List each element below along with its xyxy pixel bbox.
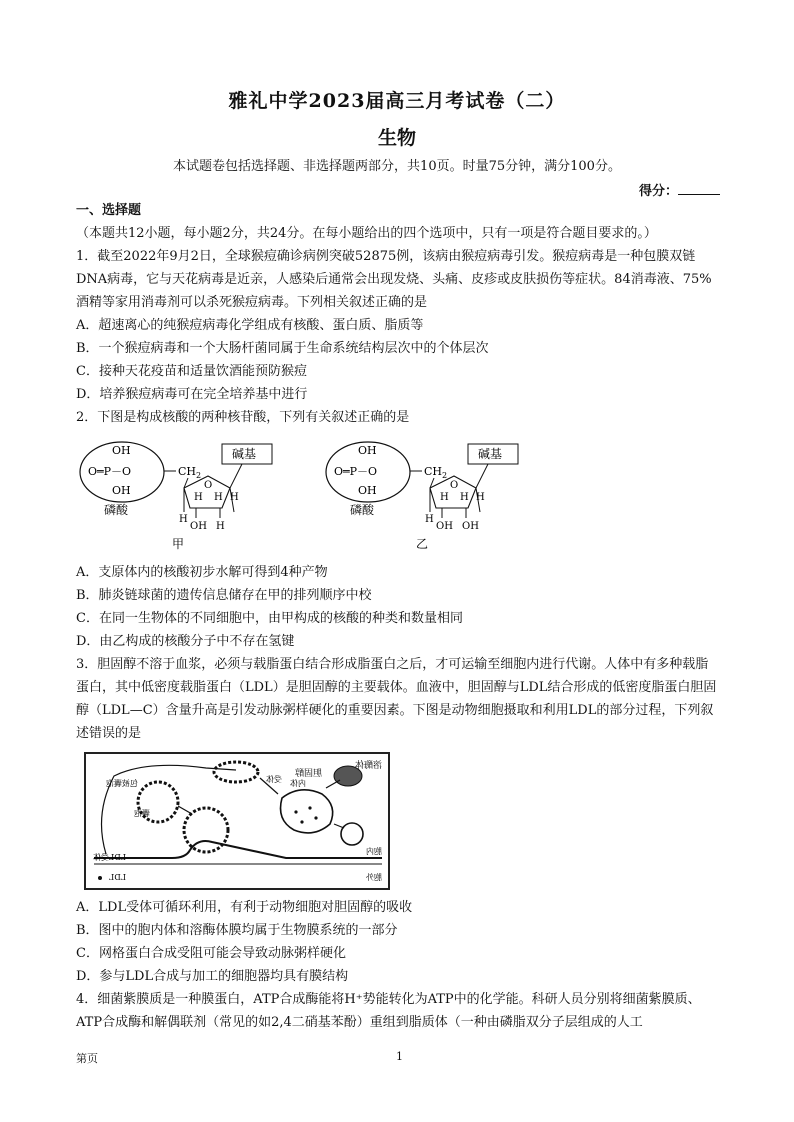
h-c4b-right: H bbox=[440, 492, 449, 503]
q2-option-a: A．支原体内的核酸初步水解可得到4种产物 bbox=[76, 565, 328, 580]
label-inside: 胞内 bbox=[366, 847, 382, 856]
oh-bottom-right: OH bbox=[358, 484, 377, 497]
oh-bottom-left: OH bbox=[112, 484, 131, 497]
label-endosome: 内体 bbox=[290, 779, 306, 788]
ring-o-right: O bbox=[450, 480, 459, 491]
q1-option-a: A．超速离心的纯猴痘病毒化学组成有核酸、蛋白质、脂质等 bbox=[76, 318, 424, 333]
h-c4-left: H bbox=[179, 514, 188, 525]
nucleotide-right bbox=[326, 442, 518, 551]
q3-stem: 3．胆固醇不溶于血浆，必须与载脂蛋白结合形成脂蛋白之后，才可运输至细胞内进行代谢。人体中有多种载脂蛋白，其中低密度载脂蛋白（LDL）是胆固醇的主要载体。血液中，胆固醇与LDL结合形成的低密度脂蛋白胆固醇（LDL—C）含量升高是引发动脉粥样硬化的重要因素。下图是动物细胞摄取和利用LDL的部分过程，下列叙述错误的是 bbox=[76, 657, 717, 741]
footer-left: 第页 bbox=[76, 1052, 98, 1065]
score-field bbox=[639, 180, 720, 199]
q4-stem: 4．细菌紫膜质是一种膜蛋白，ATP合成酶能将H⁺势能转化为ATP中的化学能。科研人员分别将细菌紫膜质、ATP合成酶和解偶联剂（常见的如2,4二硝基苯酚）重组到脂质体（一种由磷脂双分子层组成的人工 bbox=[76, 992, 701, 1030]
q1-option-b: B．一个猴痘病毒和一个大肠杆菌同属于生命系统结构层次中的个体层次 bbox=[76, 341, 489, 356]
section1-heading: 一、选择题 bbox=[76, 203, 142, 218]
nucleotide-left bbox=[80, 442, 272, 551]
ldl-uptake-figure bbox=[84, 752, 390, 890]
ldl-dot-1 bbox=[294, 810, 297, 813]
h-c1b-right: H bbox=[476, 492, 485, 503]
ldl-uptake-diagram bbox=[86, 754, 388, 888]
label-cholesterol: 胆固醇 bbox=[294, 769, 322, 779]
oh-top-right: OH bbox=[358, 444, 377, 457]
h-c1b-left: H bbox=[230, 492, 239, 503]
arrow-vesicle bbox=[178, 806, 192, 814]
bond-base-right bbox=[476, 464, 488, 488]
p-group-right: O═P－O bbox=[334, 465, 378, 478]
endosome bbox=[281, 790, 333, 833]
top-vesicle bbox=[214, 762, 258, 782]
section1-heading-block bbox=[76, 199, 720, 245]
arrow-to-lysosome bbox=[334, 824, 344, 828]
h-c2-left: H bbox=[216, 521, 225, 532]
nucleotide-figure bbox=[76, 436, 536, 554]
coated-pit bbox=[184, 808, 228, 852]
base-label-right: 碱基 bbox=[478, 447, 503, 461]
arrow-to-cholesterol bbox=[326, 780, 340, 788]
label-ldl: LDL bbox=[108, 873, 126, 882]
q3-option-d: D．参与LDL合成与加工的细胞器均具有膜结构 bbox=[76, 969, 349, 984]
ch2-right bbox=[424, 465, 447, 480]
q2-option-b: B．肺炎链球菌的遗传信息储存在甲的排列顺序中校 bbox=[76, 588, 372, 603]
exam-title: 雅礼中学2023届高三月考试卷（二） bbox=[228, 90, 566, 112]
label-ldl-receptor: LDL受体 bbox=[92, 853, 126, 862]
label-coated-vesicle: 包被囊泡 bbox=[106, 779, 138, 788]
phosphate-label-left: 磷酸 bbox=[104, 503, 129, 517]
h-c1-right: H bbox=[460, 492, 469, 503]
ch2-text-right: CH bbox=[424, 465, 443, 478]
h-c4b-left: H bbox=[194, 492, 203, 503]
score-label: 得分： bbox=[638, 184, 678, 199]
bond-base-left bbox=[230, 464, 242, 488]
oh-c2-right: OH bbox=[462, 521, 479, 532]
q1-option-d: D．培养猴痘病毒可在完全培养基中进行 bbox=[76, 387, 308, 402]
p-group-left: O═P－O bbox=[88, 465, 132, 478]
ring-o-left: O bbox=[204, 480, 213, 491]
ldl-particle bbox=[98, 876, 102, 880]
cell-membrane bbox=[94, 841, 382, 858]
q3-option-c: C．网格蛋白合成受阻可能会导致动脉粥样硬化 bbox=[76, 946, 346, 961]
caption-right: 乙 bbox=[416, 537, 429, 551]
ch2-text-left: CH bbox=[178, 465, 197, 478]
oh-top-left: OH bbox=[112, 444, 131, 457]
caption-left: 甲 bbox=[172, 537, 185, 551]
label-receptor: 受体 bbox=[266, 775, 282, 784]
q2-option-c: C．在同一生物体的不同细胞中，由甲构成的核酸的种类和数量相同 bbox=[76, 611, 463, 626]
label-lysosome: 溶酶体 bbox=[354, 761, 382, 771]
score-blank bbox=[678, 182, 720, 195]
exam-intro: 本试题卷包括选择题、非选择题两部分，共10页。时量75分钟，满分100分。 bbox=[173, 159, 621, 174]
ldl-dot-4 bbox=[300, 820, 303, 823]
page-number: 1 bbox=[396, 1050, 403, 1063]
ch2-left bbox=[178, 465, 201, 480]
subject-title: 生物 bbox=[377, 127, 416, 149]
h-c4-right: H bbox=[425, 514, 434, 525]
q2-stem: 2．下图是构成核酸的两种核苷酸，下列有关叙述正确的是 bbox=[76, 410, 410, 425]
lysosome bbox=[341, 823, 363, 845]
label-vesicle: 囊泡 bbox=[134, 809, 150, 818]
section1-instructions: （本题共12小题，每小题2分，共24分。在每小题给出的四个选项中，只有一项是符合题目要求的。） bbox=[76, 226, 657, 241]
q3-option-a: A．LDL受体可循环利用，有利于动物细胞对胆固醇的吸收 bbox=[76, 900, 413, 915]
ch2-sub-left: 2 bbox=[196, 471, 202, 480]
oh-c3-right: OH bbox=[436, 521, 453, 532]
q3-option-b: B．图中的胞内体和溶酶体膜均属于生物膜系统的一部分 bbox=[76, 923, 398, 938]
phosphate-label-right: 磷酸 bbox=[350, 503, 375, 517]
q2-option-d: D．由乙构成的核酸分子中不存在氢键 bbox=[76, 634, 295, 649]
q1-option-c: C．接种天花疫苗和适量饮酒能预防猴痘 bbox=[76, 364, 307, 379]
ldl-dot-2 bbox=[308, 806, 311, 809]
base-label-left: 碱基 bbox=[232, 447, 257, 461]
ldl-dot-3 bbox=[314, 816, 317, 819]
ch2-sub-right: 2 bbox=[442, 471, 448, 480]
oh-c3-left: OH bbox=[190, 521, 207, 532]
h-c1-left: H bbox=[214, 492, 223, 503]
q1-stem: 1．截至2022年9月2日，全球猴痘确诊病例突破52875例，该病由猴痘病毒引发。猴痘病毒是一种包膜双链DNA病毒，它与天花病毒是近亲，人感染后通常会出现发烧、头痛、皮疹或皮肤损伤等症状。84消毒液、75%酒精等家用消毒剂可以杀死猴痘病毒。下列相关叙述正确的是 bbox=[76, 249, 712, 310]
label-outside: 胞外 bbox=[366, 873, 382, 882]
